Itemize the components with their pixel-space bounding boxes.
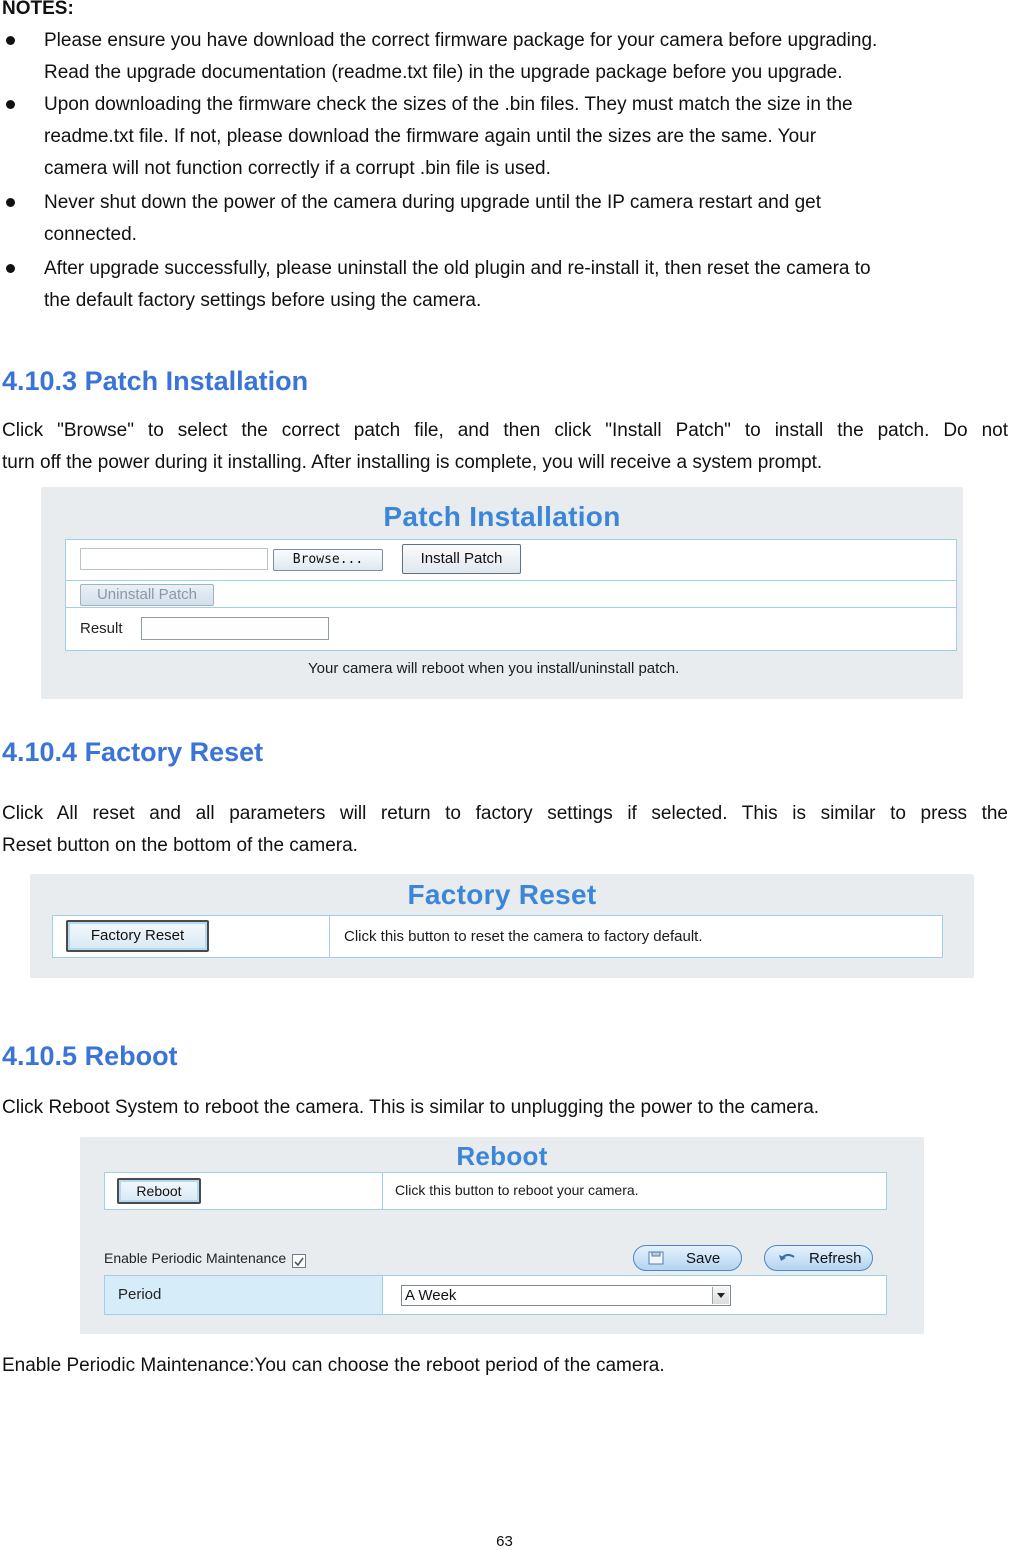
reboot-table (104, 1172, 887, 1210)
note-item (2, 89, 1002, 185)
cell-divider (329, 916, 330, 957)
refresh-label: Refresh (809, 1250, 862, 1267)
patch-row-uninstall (66, 581, 956, 608)
factory-paragraph-line1: Click All reset and all parameters will return to factory settings if selected. This is similar to press the (2, 803, 1008, 824)
note-line: the default factory settings before using the camera. (44, 290, 482, 311)
note-text (44, 25, 1009, 89)
page-number: 63 (496, 1533, 513, 1550)
note-line: Read the upgrade documentation (readme.txt file) in the upgrade package before you upgrade. (44, 62, 843, 83)
note-text (44, 253, 1009, 317)
note-line: Never shut down the power of the camera during upgrade until the IP camera restart and get (44, 192, 821, 213)
cell-divider (382, 1173, 383, 1209)
bullet-dot (6, 100, 15, 109)
save-label: Save (686, 1250, 721, 1267)
refresh-button[interactable] (764, 1245, 873, 1271)
reboot-paragraph: Click Reboot System to reboot the camera. This is similar to unplugging the power to the camera. (2, 1097, 820, 1118)
uninstall-patch-button[interactable]: Uninstall Patch (80, 584, 214, 606)
note-item (2, 187, 1002, 251)
result-label: Result (80, 620, 123, 637)
save-button[interactable] (633, 1245, 742, 1271)
period-table (104, 1275, 887, 1315)
note-item (2, 25, 1002, 89)
note-line: readme.txt file. If not, please download the firmware again until the sizes are the same. Your (44, 126, 817, 147)
panel-title: Factory Reset (407, 879, 597, 910)
periodic-maintenance-label: Enable Periodic Maintenance (104, 1250, 287, 1266)
checkmark-icon (293, 1256, 305, 1268)
patch-row-install (66, 540, 956, 581)
factory-reset-panel (30, 874, 974, 978)
period-selected-value: A Week (405, 1287, 457, 1304)
chevron-down-icon[interactable] (712, 1287, 729, 1304)
factory-paragraph-line2: Reset button on the bottom of the camera. (2, 835, 358, 856)
bullet-dot (6, 36, 15, 45)
section-heading-reboot: 4.10.5 Reboot (2, 1041, 178, 1071)
period-select[interactable] (401, 1285, 731, 1306)
cell-divider (382, 1276, 383, 1314)
note-line: camera will not function correctly if a corrupt .bin file is used. (44, 158, 551, 179)
patch-installation-panel (41, 487, 963, 699)
install-patch-button[interactable]: Install Patch (402, 544, 521, 574)
period-label: Period (118, 1286, 162, 1303)
bullet-dot (6, 264, 15, 273)
patch-table (65, 539, 957, 651)
note-text (44, 89, 1009, 185)
reboot-button[interactable]: Reboot (117, 1178, 201, 1204)
patch-paragraph-line1: Click "Browse" to select the correct patch file, and then click "Install Patch" to install the patch. Do not (2, 420, 1008, 441)
panel-title: Patch Installation (383, 501, 621, 532)
note-line: Upon downloading the firmware check the sizes of the .bin files. They must match the size in the (44, 94, 853, 115)
reboot-warning-note: Your camera will reboot when you install/uninstall patch. (308, 660, 680, 677)
note-line: Please ensure you have download the correct firmware package for your camera before upgrading. (44, 30, 878, 51)
browse-button[interactable]: Browse... (273, 549, 383, 571)
periodic-maintenance-checkbox[interactable] (292, 1254, 306, 1268)
note-line: After upgrade successfully, please uninstall the old plugin and re-install it, then reset the camera to (44, 258, 871, 279)
panel-title: Reboot (456, 1141, 548, 1171)
note-item (2, 253, 1002, 317)
patch-file-input[interactable] (80, 548, 268, 570)
section-heading-patch: 4.10.3 Patch Installation (2, 366, 309, 396)
factory-reset-button[interactable]: Factory Reset (66, 920, 209, 952)
section-heading-factory: 4.10.4 Factory Reset (2, 737, 264, 767)
bullet-dot (6, 198, 15, 207)
patch-paragraph-line2: turn off the power during it installing. After installing is complete, you will receive a system prompt. (2, 452, 823, 473)
result-field (141, 617, 329, 640)
reboot-panel (80, 1137, 924, 1334)
patch-row-result (66, 608, 956, 649)
periodic-maintenance-caption: Enable Periodic Maintenance:You can choose the reboot period of the camera. (2, 1355, 665, 1376)
period-label-cell (105, 1276, 382, 1314)
note-line: connected. (44, 224, 137, 245)
refresh-arrow-icon (777, 1251, 797, 1265)
floppy-disk-icon (648, 1251, 664, 1265)
notes-title: NOTES: (2, 0, 74, 19)
note-text (44, 187, 1009, 251)
factory-reset-description: Click this button to reset the camera to factory default. (344, 928, 703, 945)
factory-table (52, 915, 943, 958)
reboot-description: Click this button to reboot your camera. (395, 1182, 639, 1198)
